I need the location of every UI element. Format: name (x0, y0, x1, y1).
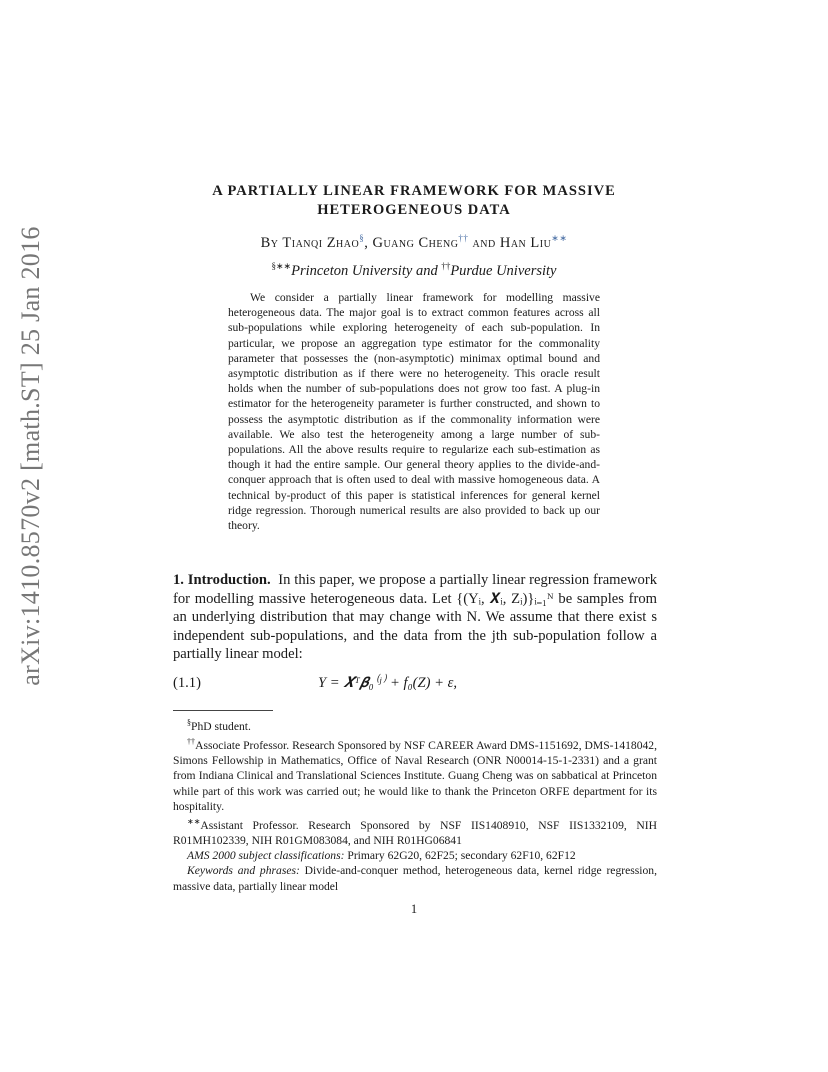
section-heading: 1. Introduction. (173, 572, 271, 588)
footnote-mark: †† (187, 737, 196, 747)
abstract: We consider a partially linear framework for modelling massive heterogeneous data. The major goal is to extract common features across all sub-populations while exploring heterogeneity of each sub-population. In particular, we propose an aggregation type estimator for the commonality parameter that possesses the (non-asymptotic) minimax optimal bound and asymptotic distribution as if there were no heterogeneity. This oracle result holds when the number of sub-populations does not grow too fast. A plug-in estimator for the heterogeneity parameter is further constructed, and shown to possess the asymptotic distribution as if the commonality information were available. We also test the heterogeneity among a large number of sub-populations. All the above results require to regularize each sub-estimation as though it had the entire sample. Our general theory applies to the divide-and-conquer approach that is often used to deal with massive homogeneous data. A technical by-product of this paper is statistical inferences for general kernel ridge regression. Thorough numerical results are also provided to back up our theory. (228, 291, 600, 533)
ams-label: AMS 2000 subject classifications: (187, 849, 345, 863)
page-number: 1 (410, 902, 418, 916)
author-name: Guang Cheng (372, 234, 459, 251)
equation-body: Y = 𝑿ᵀ𝜷₀⁽ʲ⁾ + f₀(Z) + ε, (318, 675, 458, 691)
author-line (150, 233, 678, 252)
footnote-rule (173, 710, 273, 711)
author-name: Han Liu (499, 234, 552, 251)
author-mark: †† (458, 233, 469, 243)
keywords (173, 863, 657, 893)
footnote (173, 814, 657, 848)
footnote-text: Associate Professor. Research Sponsored by NSF CAREER Award DMS-1151692, DMS-1418042, Simons Fellowship in Mathematics, Office of Naval Research (ONR N00014-15-1-2331) and a grant from Indiana Clinical and Translational Sciences Institute. Guang Cheng was on sabbatical at Princeton while part of this work was carried out; he would like to thank the Princeton ORFE department for its hospitality. (173, 738, 658, 813)
author-separator: , (364, 234, 373, 251)
affiliation-name: Princeton University (291, 262, 413, 279)
keywords-label: Keywords and phrases: (187, 864, 300, 878)
intro-text: In this paper, we propose a partially linear regression framework for modelling massive heterogeneous data. Let (173, 572, 658, 607)
keywords-text: Divide-and-conquer method, heterogeneous data, kernel ridge regression, massive data, partially linear model (173, 864, 657, 893)
equation-1-1 (173, 675, 657, 695)
paper-title: A PARTIALLY LINEAR FRAMEWORK FOR MASSIVE HETEROGENEOUS DATA (212, 183, 616, 218)
ams-codes: Primary 62G20, 62F25; secondary 62F10, 62F12 (344, 849, 576, 863)
by-label: By (260, 234, 279, 251)
intro-text: be samples from an underlying distribution that may change with N. We assume that there exist s independent sub-populations, and the data from the jth sub-population follow a partially linear model: (173, 590, 657, 662)
introduction-paragraph (173, 571, 657, 664)
affiliation-line (150, 261, 678, 280)
author-mark: § (359, 233, 365, 243)
arxiv-identifier-stamp (14, 226, 48, 686)
affiliation-name: Purdue University (450, 262, 557, 279)
footnotes (173, 715, 657, 894)
footnote-mark: ∗∗ (187, 816, 201, 826)
footnote-text: PhD student. (191, 719, 251, 733)
affiliation-mark: §∗∗ (271, 261, 292, 271)
affiliation-mark: †† (441, 261, 451, 271)
affiliation-separator: and (412, 262, 442, 279)
author-separator: and (468, 234, 500, 251)
author-mark: ∗∗ (551, 233, 568, 243)
footnote-text: Assistant Professor. Research Sponsored by NSF IIS1408910, NSF IIS1332109, NIH R01MH102339, NIH R01GM083084, and NIH R01HG06841 (173, 818, 657, 847)
ams-classification (173, 848, 657, 863)
author-name: Tianqi Zhao (282, 234, 360, 251)
equation-number: (1.1) (173, 675, 201, 691)
arxiv-identifier-text: arXiv:1410.8570v2 [math.ST] 25 Jan 2016 (16, 226, 45, 686)
footnote-mark: § (187, 718, 191, 727)
footnote (173, 734, 657, 814)
sample-set-formula: {(Yᵢ, 𝑿ᵢ, Zᵢ)}ᵢ₌₁ᴺ (456, 590, 554, 607)
footnote (173, 715, 657, 734)
